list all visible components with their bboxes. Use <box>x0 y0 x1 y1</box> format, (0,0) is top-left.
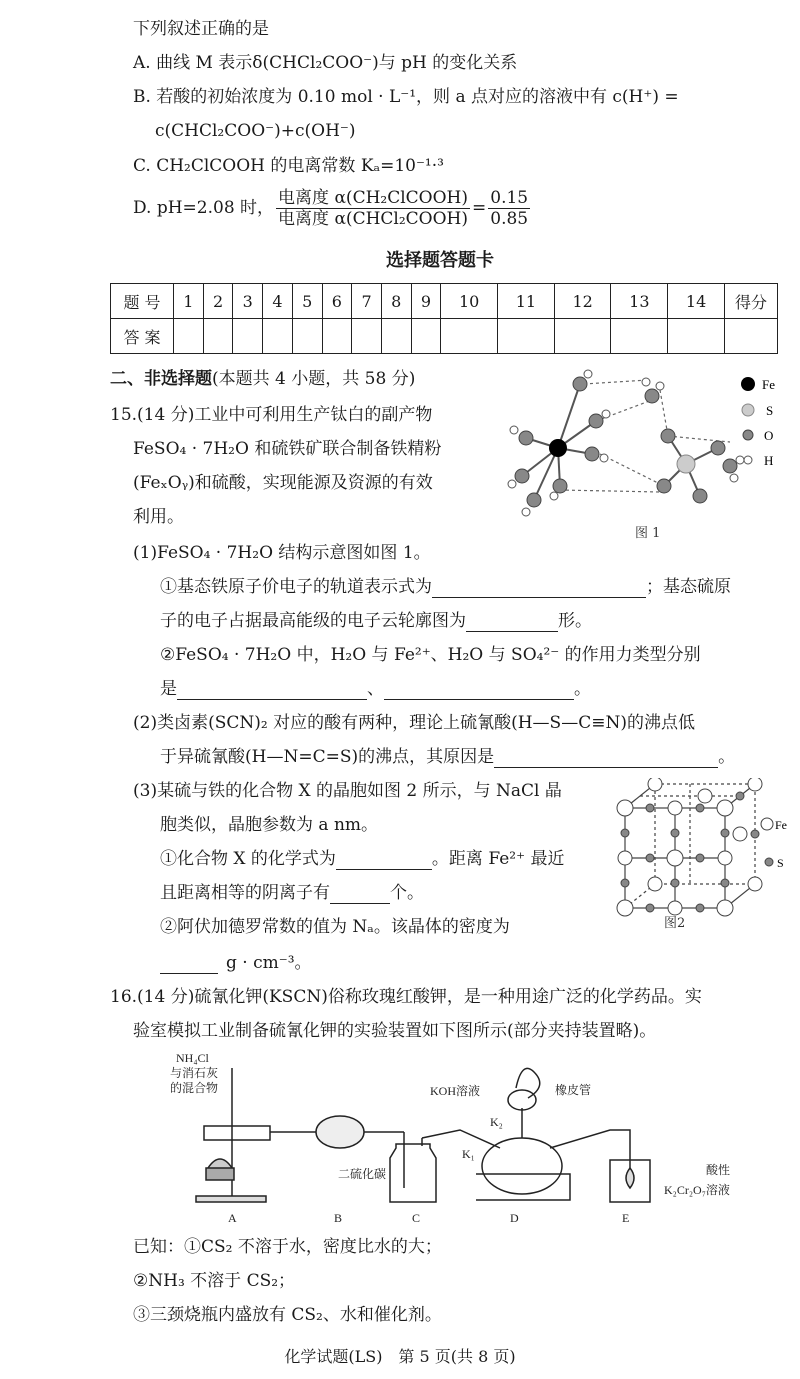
label-lime: 与消石灰 <box>170 1066 219 1080</box>
q14-option-c: C. CH₂ClCOOH 的电离常数 Kₐ=10⁻¹·³ <box>133 156 444 176</box>
q14-option-d-ratio-num: 0.15 <box>490 188 529 208</box>
answer-card-answer-row <box>111 319 778 354</box>
answer-cell[interactable] <box>263 319 293 354</box>
label-b: B <box>334 1211 343 1225</box>
answer-cell[interactable] <box>352 319 382 354</box>
label-acid: 酸性 <box>706 1163 731 1177</box>
figure2-caption: 图2 <box>664 916 686 931</box>
q15-part1a-text4: 形。 <box>558 611 592 631</box>
answer-card-number: 14 <box>668 284 725 319</box>
q14-option-a: A. 曲线 M 表示δ(CHCl₂COO⁻)与 pH 的变化关系 <box>133 53 518 73</box>
answer-cell[interactable] <box>554 319 611 354</box>
q14-intro: 下列叙述正确的是 <box>133 19 269 39</box>
q15-part1: (1)FeSO₄ · 7H₂O 结构示意图如图 1。 <box>133 543 431 563</box>
q14-option-b-line1: B. 若酸的初始浓度为 0.10 mol · L⁻¹，则 a 点对应的溶液中有 c(H⁺) = <box>133 87 679 107</box>
answer-card-number: 7 <box>352 284 382 319</box>
answer-cell[interactable] <box>611 319 668 354</box>
answer-card-score-label: 得分 <box>725 284 778 319</box>
q15-part1b-line2 <box>160 678 591 700</box>
q15-part1a-line1 <box>160 576 731 598</box>
q15-part1b-text: 是 <box>160 679 177 699</box>
fig2-legend-fe: Fe <box>775 818 787 832</box>
figure1-structure-diagram <box>500 366 800 542</box>
q15-part1b-separator: 、 <box>367 679 384 699</box>
legend-s: S <box>766 403 774 418</box>
q15-part3-line1: (3)某硫与铁的化合物 X 的晶胞如图 2 所示，与 NaCl 晶 <box>133 781 562 801</box>
answer-cell[interactable] <box>292 319 322 354</box>
q15-part1b-line1: ②FeSO₄ · 7H₂O 中，H₂O 与 Fe²⁺、H₂O 与 SO₄²⁻ 的作用力类型分别 <box>160 645 701 665</box>
answer-blank[interactable] <box>494 749 718 768</box>
label-rubber-tube: 橡皮管 <box>555 1083 592 1097</box>
answer-blank[interactable] <box>466 613 558 632</box>
q16-stem-line2: 验室模拟工业制备硫氰化钾的实验装置如下图所示(部分夹持装置略)。 <box>133 1021 657 1041</box>
q15-part3b-line1: ②阿伏加德罗常数的值为 Nₐ。该晶体的密度为 <box>160 917 510 937</box>
page-footer: 化学试题(LS) 第 5 页(共 8 页) <box>284 1347 516 1366</box>
q15-part1a-text2: ；基态硫原 <box>646 577 731 597</box>
answer-card-number-label: 题 号 <box>111 284 174 319</box>
label-k2: K₂ <box>490 1115 503 1129</box>
answer-cell[interactable] <box>233 319 263 354</box>
label-mixture: 的混合物 <box>170 1081 219 1095</box>
answer-card-number: 5 <box>292 284 322 319</box>
figure1-caption: 图 1 <box>635 526 661 541</box>
q15-part2-text: 于异硫氰酸(H—N=C=S)的沸点，其原因是 <box>160 747 495 767</box>
answer-blank[interactable] <box>160 955 218 974</box>
answer-card-number: 4 <box>263 284 293 319</box>
answer-cell[interactable] <box>498 319 555 354</box>
label-a: A <box>228 1211 237 1225</box>
q14-option-d-fraction <box>276 188 470 229</box>
q15-part3b-unit: g · cm⁻³。 <box>226 953 312 973</box>
answer-blank[interactable] <box>177 681 367 700</box>
q14-option-d: D. pH=2.08 时， $\frac{\text{电离度 α(CH₂ClCOOH)}}{\text{电离度 α(CHCl₂COOH)}}$ = $\frac{0.15}{0.85}$ <box>133 188 529 229</box>
q14-option-b-line2: c(CHCl₂COO⁻)+c(OH⁻) <box>155 121 356 141</box>
label-dichromate: K₂Cr₂O₇溶液 <box>664 1183 730 1197</box>
q15-part3-line2: 胞类似，晶胞参数为 a nm。 <box>160 815 379 835</box>
apparatus-diagram <box>160 1048 780 1230</box>
q15-part3a-text2: 。距离 Fe²⁺ 最近 <box>431 849 565 869</box>
answer-card-number: 1 <box>174 284 204 319</box>
answer-cell[interactable] <box>322 319 352 354</box>
answer-card-number: 6 <box>322 284 352 319</box>
fig2-legend-s: S <box>777 856 784 870</box>
q15-part3a-line2 <box>160 882 424 904</box>
q15-part1a-text1: ①基态铁原子价电子的轨道表示式为 <box>160 577 432 597</box>
q14-option-d-ratio <box>488 188 530 229</box>
answer-card-number: 12 <box>554 284 611 319</box>
answer-card-title: 选择题答题卡 <box>386 250 494 271</box>
q15-stem-line3: (FeₓOᵧ)和硫酸，实现能源及资源的有效 <box>133 473 433 493</box>
answer-cell[interactable] <box>381 319 411 354</box>
q15-stem-line4: 利用。 <box>133 507 184 527</box>
legend-h: H <box>764 453 774 468</box>
q15-part3a-text1: ①化合物 X 的化学式为 <box>160 849 336 869</box>
q15-part3a-text4: 个。 <box>390 883 424 903</box>
answer-card-number: 9 <box>411 284 441 319</box>
answer-card-number: 2 <box>203 284 233 319</box>
answer-cell[interactable] <box>203 319 233 354</box>
legend-o: O <box>764 428 774 443</box>
q14-option-d-ratio-den: 0.85 <box>490 209 529 229</box>
q14-option-d-prefix: D. pH=2.08 时， <box>133 198 275 218</box>
q14-option-d-numerator: 电离度 α(CH₂ClCOOH) <box>278 188 468 208</box>
answer-card-number-row <box>111 284 778 319</box>
answer-cell[interactable] <box>411 319 441 354</box>
answer-card-number: 10 <box>441 284 498 319</box>
label-cs2: 二硫化碳 <box>338 1167 387 1181</box>
section2-note: (本题共 4 小题，共 58 分) <box>212 369 416 389</box>
q15-stem-line1: 15.(14 分)工业中可利用生产钛白的副产物 <box>110 405 433 425</box>
answer-card-number: 13 <box>611 284 668 319</box>
label-e: E <box>622 1211 630 1225</box>
label-koh: KOH溶液 <box>430 1084 480 1098</box>
q15-stem-line2: FeSO₄ · 7H₂O 和硫铁矿联合制备铁精粉 <box>133 439 442 459</box>
answer-blank[interactable] <box>330 885 390 904</box>
q15-part2-end: 。 <box>718 747 736 767</box>
q15-part2-line1: (2)类卤素(SCN)₂ 对应的酸有两种，理论上硫氰酸(H—S—C≡N)的沸点低 <box>133 713 695 733</box>
q15-part1a-text3: 子的电子占据最高能级的电子云轮廓图为 <box>160 611 466 631</box>
q16-known-1: 已知：①CS₂ 不溶于水，密度比水的大； <box>133 1237 442 1257</box>
label-nh4cl: NH₄Cl <box>176 1051 209 1065</box>
label-d: D <box>510 1211 519 1225</box>
section2-heading <box>110 368 415 390</box>
answer-cell[interactable] <box>174 319 204 354</box>
answer-score-cell[interactable] <box>725 319 778 354</box>
figure2-crystal-cell <box>605 778 795 928</box>
q15-part3a-line1 <box>160 848 564 870</box>
answer-card-number: 8 <box>381 284 411 319</box>
answer-card-table <box>110 283 778 354</box>
answer-card-answer-label: 答 案 <box>111 319 174 354</box>
section2-title: 二、非选择题 <box>110 369 212 389</box>
label-c: C <box>412 1211 421 1225</box>
q14-option-d-denominator: 电离度 α(CHCl₂COOH) <box>278 209 468 229</box>
q16-known-3: ③三颈烧瓶内盛放有 CS₂、水和催化剂。 <box>133 1305 442 1325</box>
q15-part3b-line2 <box>160 952 312 974</box>
answer-cell[interactable] <box>441 319 498 354</box>
q16-stem-line1: 16.(14 分)硫氰化钾(KSCN)俗称玫瑰红酸钾，是一种用途广泛的化学药品。实 <box>110 987 702 1007</box>
q15-part1a-line2 <box>160 610 592 632</box>
q15-part1b-end: 。 <box>574 679 591 699</box>
answer-blank[interactable] <box>384 681 574 700</box>
q15-part2-line2 <box>160 746 735 768</box>
answer-blank[interactable] <box>336 851 432 870</box>
answer-card-number: 11 <box>498 284 555 319</box>
answer-cell[interactable] <box>668 319 725 354</box>
q16-known-2: ②NH₃ 不溶于 CS₂； <box>133 1271 296 1291</box>
legend-fe: Fe <box>762 377 775 392</box>
q15-part3a-text3: 且距离相等的阴离子有 <box>160 883 330 903</box>
answer-blank[interactable] <box>432 579 646 598</box>
answer-card-number: 3 <box>233 284 263 319</box>
label-k1: K₁ <box>462 1147 475 1161</box>
